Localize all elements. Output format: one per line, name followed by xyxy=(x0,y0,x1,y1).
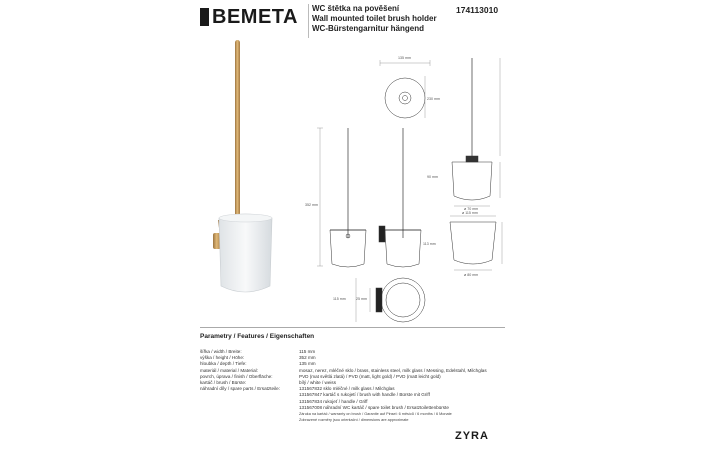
dim-230: 230 mm xyxy=(427,97,440,101)
param-row: 131567847 kartáč s rukojetí / brush with handle / Bürste mit Griff xyxy=(299,392,430,398)
param-row: 131567834 rukojeť / handle / Griff xyxy=(299,398,368,404)
title-cz: WC štětka na pověšení xyxy=(312,4,400,13)
dim-352: 352 mm xyxy=(305,203,318,207)
dim-135: 135 mm xyxy=(398,56,411,60)
param-row: kartáč / brush / Bürste: bílý / white / weiss xyxy=(200,380,337,386)
dim-d70: ø 70 mm xyxy=(464,207,479,211)
params-table xyxy=(200,349,505,423)
top-view-inner xyxy=(399,92,411,104)
param-row: 131567008 náhradní WC kartáč / spare toilet brush / Ersatztoilettenbürste xyxy=(299,404,449,410)
params-title: Parametry / Features / Eigenschaften xyxy=(200,333,315,340)
header-divider xyxy=(308,4,309,38)
dim-115: 115 mm xyxy=(333,297,346,301)
dim-113: 113 mm xyxy=(423,242,436,246)
param-row: šířka / width / Breite: 115 mm xyxy=(200,349,316,354)
bottom-view-bracket xyxy=(376,288,382,312)
param-row: hloubka / depth / Tiefe: 135 mm xyxy=(200,361,316,367)
photo-glass-rim xyxy=(219,214,272,222)
logo-mark xyxy=(200,8,209,26)
product-photo xyxy=(200,40,300,320)
dim-d80: ø 80 mm xyxy=(464,273,479,277)
param-row: materiál / material / Material: mosaz, nerez, mléčné sklo / brass, stainless steel, milk glass / Messing, Edelstahl, Milchglas xyxy=(200,367,487,373)
top-view-outer xyxy=(385,78,425,118)
dim-d115: ø 115 mm xyxy=(462,211,478,215)
right-cup xyxy=(452,162,492,200)
brand-logo xyxy=(200,6,298,28)
series-name: ZYRA xyxy=(455,430,489,442)
glass-only-cup xyxy=(450,222,496,264)
top-view-handle xyxy=(403,96,408,101)
photo-glass-cup xyxy=(219,214,272,292)
bottom-view-outer xyxy=(381,278,425,322)
side-wall-plate xyxy=(379,226,385,242)
product-titles xyxy=(312,4,437,34)
section-divider xyxy=(200,327,505,328)
product-sku: 174113010 xyxy=(456,5,499,15)
technical-drawings xyxy=(300,38,530,328)
brand-name: BEMETA xyxy=(212,5,298,28)
param-row: náhradní díly / spare parts / Ersatzteile: 131567832 sklo mléčné / milk glass / Milchglas xyxy=(200,386,395,392)
param-row: povrch, úprava / finish / Oberfläche: PVD (mat světlá zlatá) / PVD (matt, light gold) / PVD (matt leicht gold) xyxy=(200,373,441,379)
bottom-view-inner xyxy=(386,283,420,317)
param-note: Záruka na kartáč / warranty on brush / Garantie auf Pinsel: 6 měsíců / 6 months / 6 Monate xyxy=(299,412,452,417)
param-row: výška / height / Höhe: 352 mm xyxy=(200,355,316,361)
dim-25: 25 mm xyxy=(356,297,367,301)
param-note: Zobrazené rozměry jsou orientační / dimensions are approximate xyxy=(299,418,409,423)
photo-handle xyxy=(235,40,240,220)
dim-90: 90 mm xyxy=(427,175,438,179)
title-de: WC-Bürstengarnitur hängend xyxy=(312,24,424,33)
title-en: Wall mounted toilet brush holder xyxy=(312,14,437,23)
